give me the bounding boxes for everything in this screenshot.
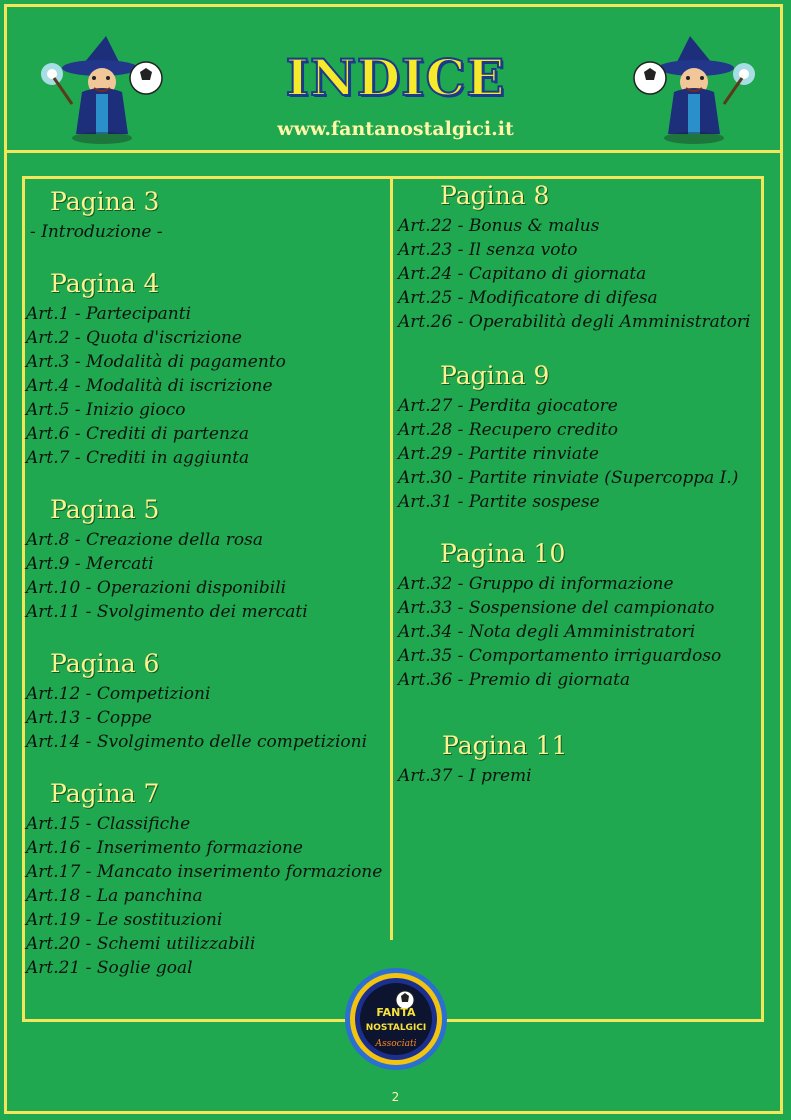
toc-entry: Art.11 - Svolgimento dei mercati bbox=[26, 602, 308, 622]
toc-section bbox=[26, 176, 388, 244]
toc-section bbox=[26, 646, 388, 754]
page-heading: Pagina 6 bbox=[50, 649, 160, 678]
toc-entry: Art.33 - Sospensione del campionato bbox=[398, 598, 715, 618]
toc-section bbox=[398, 728, 762, 788]
toc-entry: Art.28 - Recupero credito bbox=[398, 420, 618, 440]
page-heading: Pagina 11 bbox=[442, 731, 568, 760]
toc-entry: Art.13 - Coppe bbox=[26, 708, 152, 728]
page-heading: Pagina 10 bbox=[440, 539, 566, 568]
toc-section bbox=[26, 492, 388, 624]
toc-entry: - Introduzione - bbox=[30, 222, 163, 242]
toc-entry: Art.24 - Capitano di giornata bbox=[398, 264, 647, 284]
page-heading: Pagina 5 bbox=[50, 495, 160, 524]
website-url: www.fantanostalgici.it bbox=[277, 118, 514, 140]
toc-section bbox=[398, 536, 762, 692]
page-heading: Pagina 4 bbox=[50, 269, 160, 298]
toc-entry: Art.25 - Modificatore di difesa bbox=[398, 288, 658, 308]
toc-entry: Art.29 - Partite rinviate bbox=[398, 444, 599, 464]
toc-entry: Art.26 - Operabilità degli Amministratori bbox=[398, 312, 751, 332]
toc-section bbox=[26, 266, 388, 470]
toc-section bbox=[26, 776, 388, 980]
toc-entry: Art.8 - Creazione della rosa bbox=[26, 530, 263, 550]
toc-entry: Art.15 - Classifiche bbox=[26, 814, 191, 834]
toc-entry: Art.5 - Inizio gioco bbox=[26, 400, 186, 420]
toc-section bbox=[398, 358, 762, 514]
toc-entry: Art.37 - I premi bbox=[398, 766, 532, 786]
toc-section bbox=[398, 176, 762, 334]
page-heading: Pagina 8 bbox=[440, 181, 550, 210]
page-heading: Pagina 3 bbox=[50, 187, 160, 216]
page-title: INDICE bbox=[285, 48, 506, 107]
toc-entry: Art.1 - Partecipanti bbox=[26, 304, 192, 324]
page-number: 2 bbox=[391, 1090, 400, 1104]
toc-entry: Art.36 - Premio di giornata bbox=[398, 670, 631, 690]
toc-entry: Art.2 - Quota d'iscrizione bbox=[26, 328, 242, 348]
toc-right-column bbox=[398, 176, 762, 810]
toc-entry: Art.9 - Mercati bbox=[26, 554, 154, 574]
logo-text-top: FANTA bbox=[376, 1006, 416, 1019]
toc-entry: Art.18 - La panchina bbox=[26, 886, 203, 906]
page-heading: Pagina 9 bbox=[440, 361, 550, 390]
toc-entry: Art.27 - Perdita giocatore bbox=[398, 396, 618, 416]
toc-entry: Art.3 - Modalità di pagamento bbox=[26, 352, 286, 372]
toc-entry: Art.30 - Partite rinviate (Supercoppa I.) bbox=[398, 468, 739, 488]
toc-entry: Art.21 - Soglie goal bbox=[26, 958, 193, 978]
toc-entry: Art.12 - Competizioni bbox=[26, 684, 211, 704]
toc-entry: Art.22 - Bonus & malus bbox=[398, 216, 600, 236]
toc-entry: Art.23 - Il senza voto bbox=[398, 240, 578, 260]
toc-entry: Art.35 - Comportamento irriguardoso bbox=[398, 646, 722, 666]
header-divider bbox=[4, 150, 783, 153]
column-divider bbox=[390, 176, 393, 940]
toc-entry: Art.4 - Modalità di iscrizione bbox=[26, 376, 273, 396]
toc-entry: Art.20 - Schemi utilizzabili bbox=[26, 934, 256, 954]
logo-text-bottom: Associati bbox=[375, 1039, 417, 1049]
toc-entry: Art.31 - Partite sospese bbox=[398, 492, 600, 512]
toc-entry: Art.19 - Le sostituzioni bbox=[26, 910, 223, 930]
toc-entry: Art.32 - Gruppo di informazione bbox=[398, 574, 674, 594]
toc-left-column bbox=[26, 176, 388, 1002]
toc-entry: Art.7 - Crediti in aggiunta bbox=[26, 448, 250, 468]
toc-entry: Art.14 - Svolgimento delle competizioni bbox=[26, 732, 368, 752]
toc-entry: Art.6 - Crediti di partenza bbox=[26, 424, 249, 444]
fantanostalgici-logo-icon bbox=[343, 966, 449, 1072]
toc-entry: Art.16 - Inserimento formazione bbox=[26, 838, 303, 858]
toc-entry: Art.10 - Operazioni disponibili bbox=[26, 578, 287, 598]
toc-entry: Art.34 - Nota degli Amministratori bbox=[398, 622, 696, 642]
page-heading: Pagina 7 bbox=[50, 779, 160, 808]
toc-entry: Art.17 - Mancato inserimento formazione bbox=[26, 862, 383, 882]
logo-text-mid: NOSTALGICI bbox=[365, 1023, 427, 1033]
